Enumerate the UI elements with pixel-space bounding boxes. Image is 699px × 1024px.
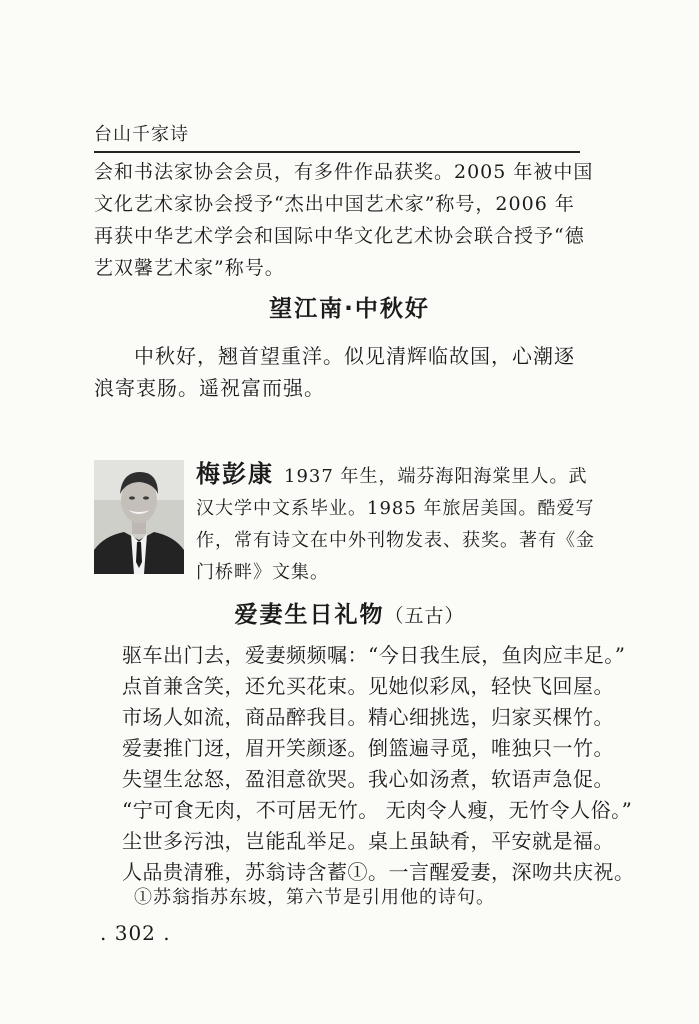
continuation-paragraph: 会和书法家协会会员，有多件作品获奖。2005 年被中国文化艺术家协会授予“杰出中国艺术家”称号，2006 年再获中华艺术学会和国际中华文化艺术协会联合授予“德艺双馨艺术家”称号。: [94, 161, 594, 279]
poem-title-text: 爱妻生日礼物: [234, 602, 385, 628]
poem-line: 人品贵清雅，苏翁诗含蓄①。一言醒爱妻，深吻共庆祝。: [122, 860, 635, 884]
poem-line: 爱妻推门迓，眉开笑颜逐。倒篮遍寻觅，唯独只一竹。: [122, 736, 614, 760]
poem-line: 驱车出门去，爱妻频频嘱：“今日我生辰，鱼肉应丰足。”: [122, 643, 626, 667]
author-name: 梅彭康: [196, 460, 274, 488]
author-photo: [94, 460, 184, 574]
footnote: ①苏翁指苏东坡，第六节是引用他的诗句。: [134, 887, 495, 908]
poem-subtitle: （五古）: [384, 605, 465, 627]
page-number: . 302 .: [100, 921, 171, 945]
portrait-photo-icon: [94, 460, 184, 574]
poem-title: 望江南·中秋好: [269, 296, 430, 322]
poem-line: 尘世多污浊，岂能乱举足。桌上虽缺肴，平安就是福。: [122, 829, 614, 853]
poem-line: 点首兼含笑，还允买花束。见她似彩凤，轻快飞回屋。: [122, 674, 614, 698]
header-rule: [94, 151, 580, 153]
poem-body-2: [122, 640, 635, 888]
poem-body: 中秋好，翘首望重洋。似见清辉临故国，心潮逐浪寄衷肠。遥祝富而强。: [94, 344, 575, 400]
poem-line: “宁可食无肉，不可居无竹。 无肉令人瘦，无竹令人俗。”: [122, 798, 633, 822]
running-header: 台山千家诗: [94, 124, 189, 145]
author-bio-text: 1937 年生，端芬海阳海棠里人。武汉大学中文系毕业。1985 年旅居美国。酷爱写作，常有诗文在中外刊物发表、获奖。著有《金门桥畔》文集。: [196, 466, 595, 583]
poem-line: 市场人如流，商品醉我目。精心细挑选，归家买棵竹。: [122, 705, 614, 729]
poem-line: 失望生忿怒，盈泪意欲哭。我心如汤煮，软语声急促。: [122, 767, 614, 791]
author-bio: [196, 458, 600, 589]
poem-title-2: [0, 596, 699, 629]
